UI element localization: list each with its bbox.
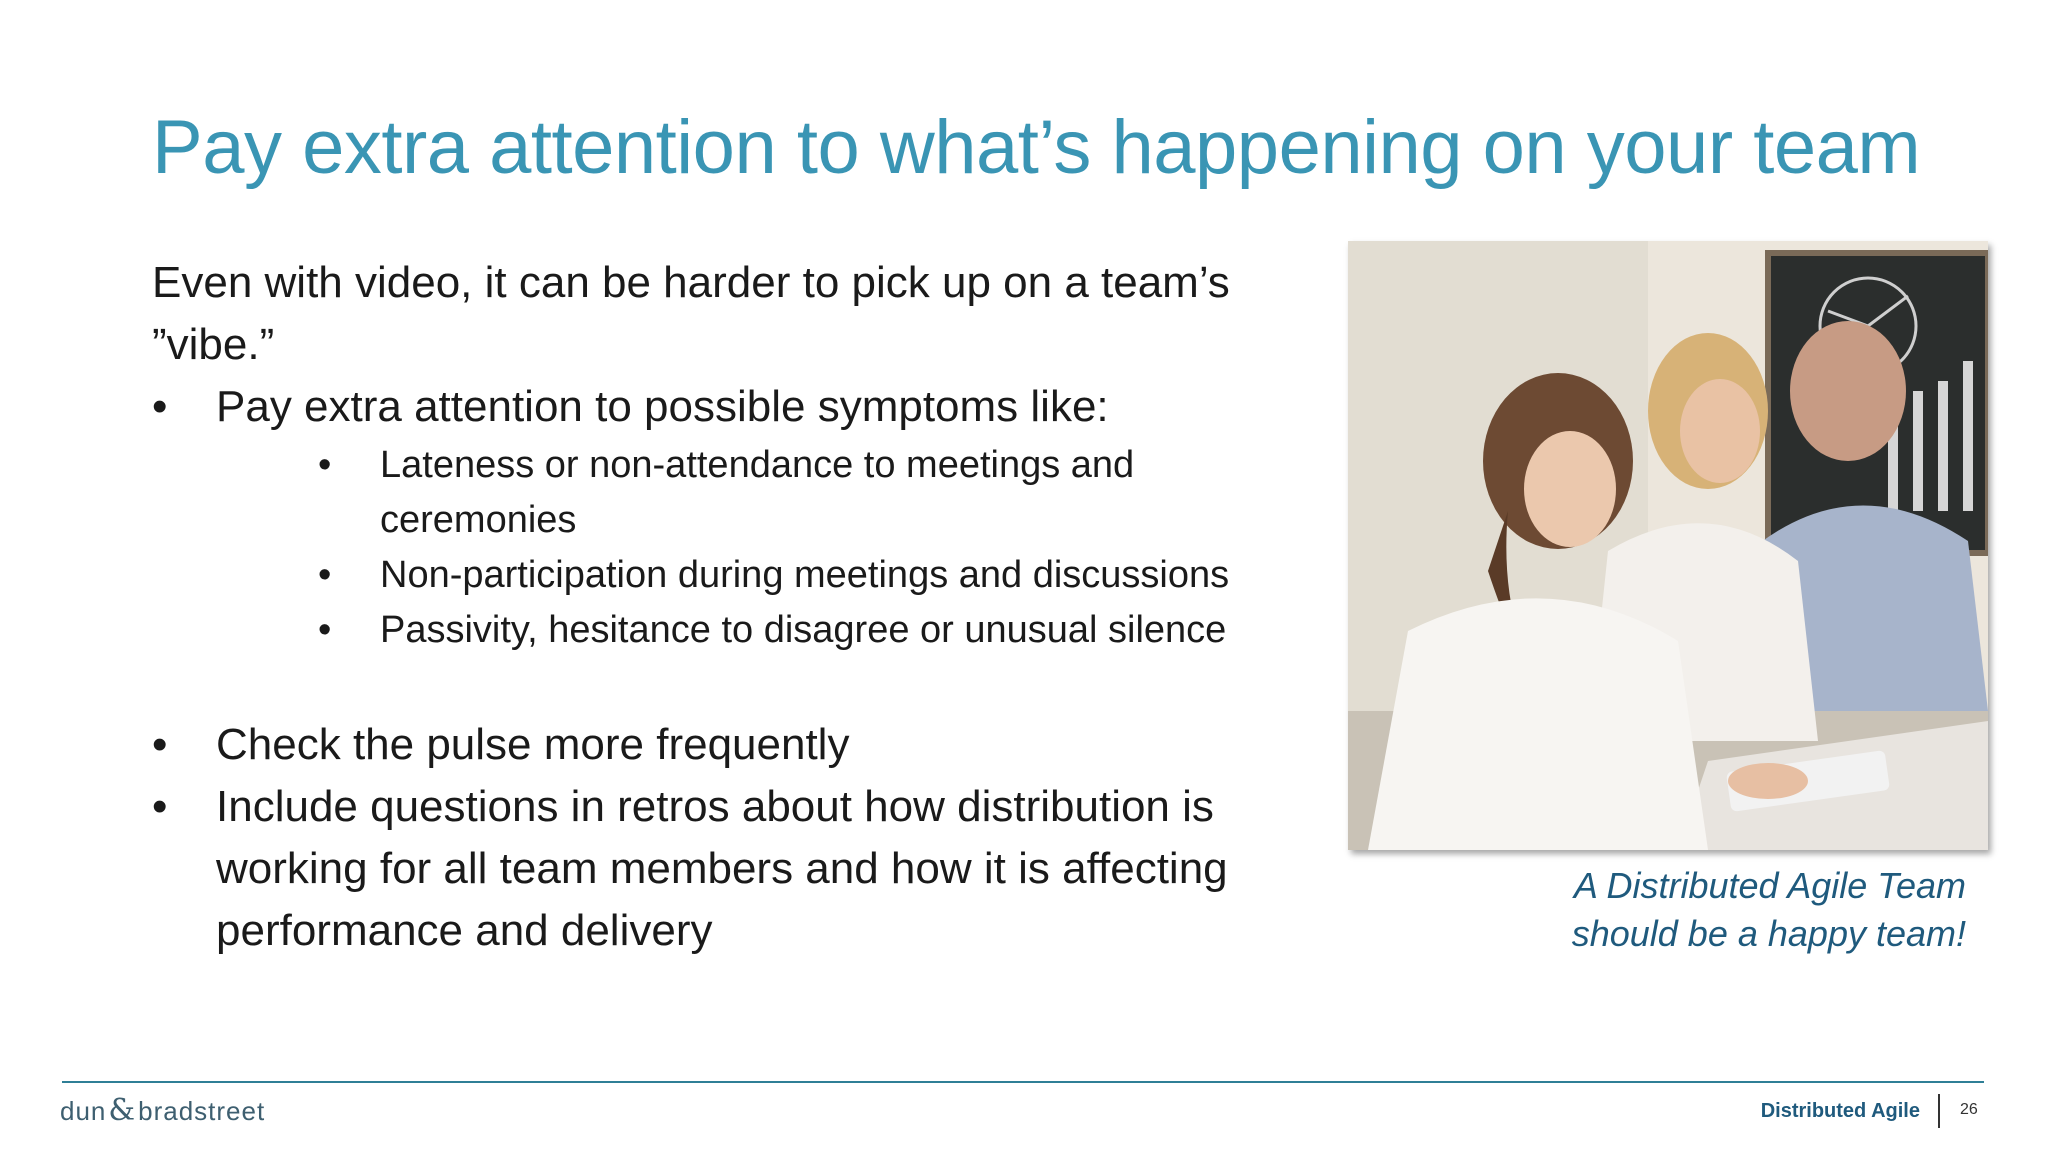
bullet-symptoms [152,376,1302,658]
logo-ampersand: & [108,1093,137,1128]
footer-divider [62,1081,1984,1083]
team-photo [1348,241,1988,850]
footer-label: Distributed Agile [1760,1100,1920,1122]
bullet-retro-questions: • Include questions in retros about how distribution is working for all team members and how it is affecting performance and delivery [152,776,1302,962]
logo-text: dun [60,1096,107,1126]
bullet-text: Pay extra attention to possible symptoms like: [216,382,1109,431]
company-logo [60,1093,265,1128]
bullet-check-pulse: • Check the pulse more frequently [152,714,1302,776]
slide-body [152,252,1302,962]
sub-bullet-non-participation: • Non-participation during meetings and discussions [216,548,1302,603]
sub-bullet-list [216,438,1302,658]
caption-line: A Distributed Agile Team [1573,865,1966,906]
caption-line: should be a happy team! [1571,913,1966,954]
intro-text: Even with video, it can be harder to pick up on a team’s ”vibe.” [152,258,1230,369]
photo-caption [1320,862,1966,958]
logo-text: bradstreet [138,1096,266,1126]
sub-bullet-lateness: • Lateness or non-attendance to meetings and ceremonies [216,438,1302,548]
footer-separator [1938,1094,1940,1128]
bullet-list [152,376,1302,962]
bullet-spacer [152,658,1302,714]
sub-bullet-passivity: • Passivity, hesitance to disagree or unusual silence [216,603,1302,658]
slide-title: Pay extra attention to what’s happening on your team [152,105,1921,190]
page-number: 26 [1960,1101,1978,1118]
